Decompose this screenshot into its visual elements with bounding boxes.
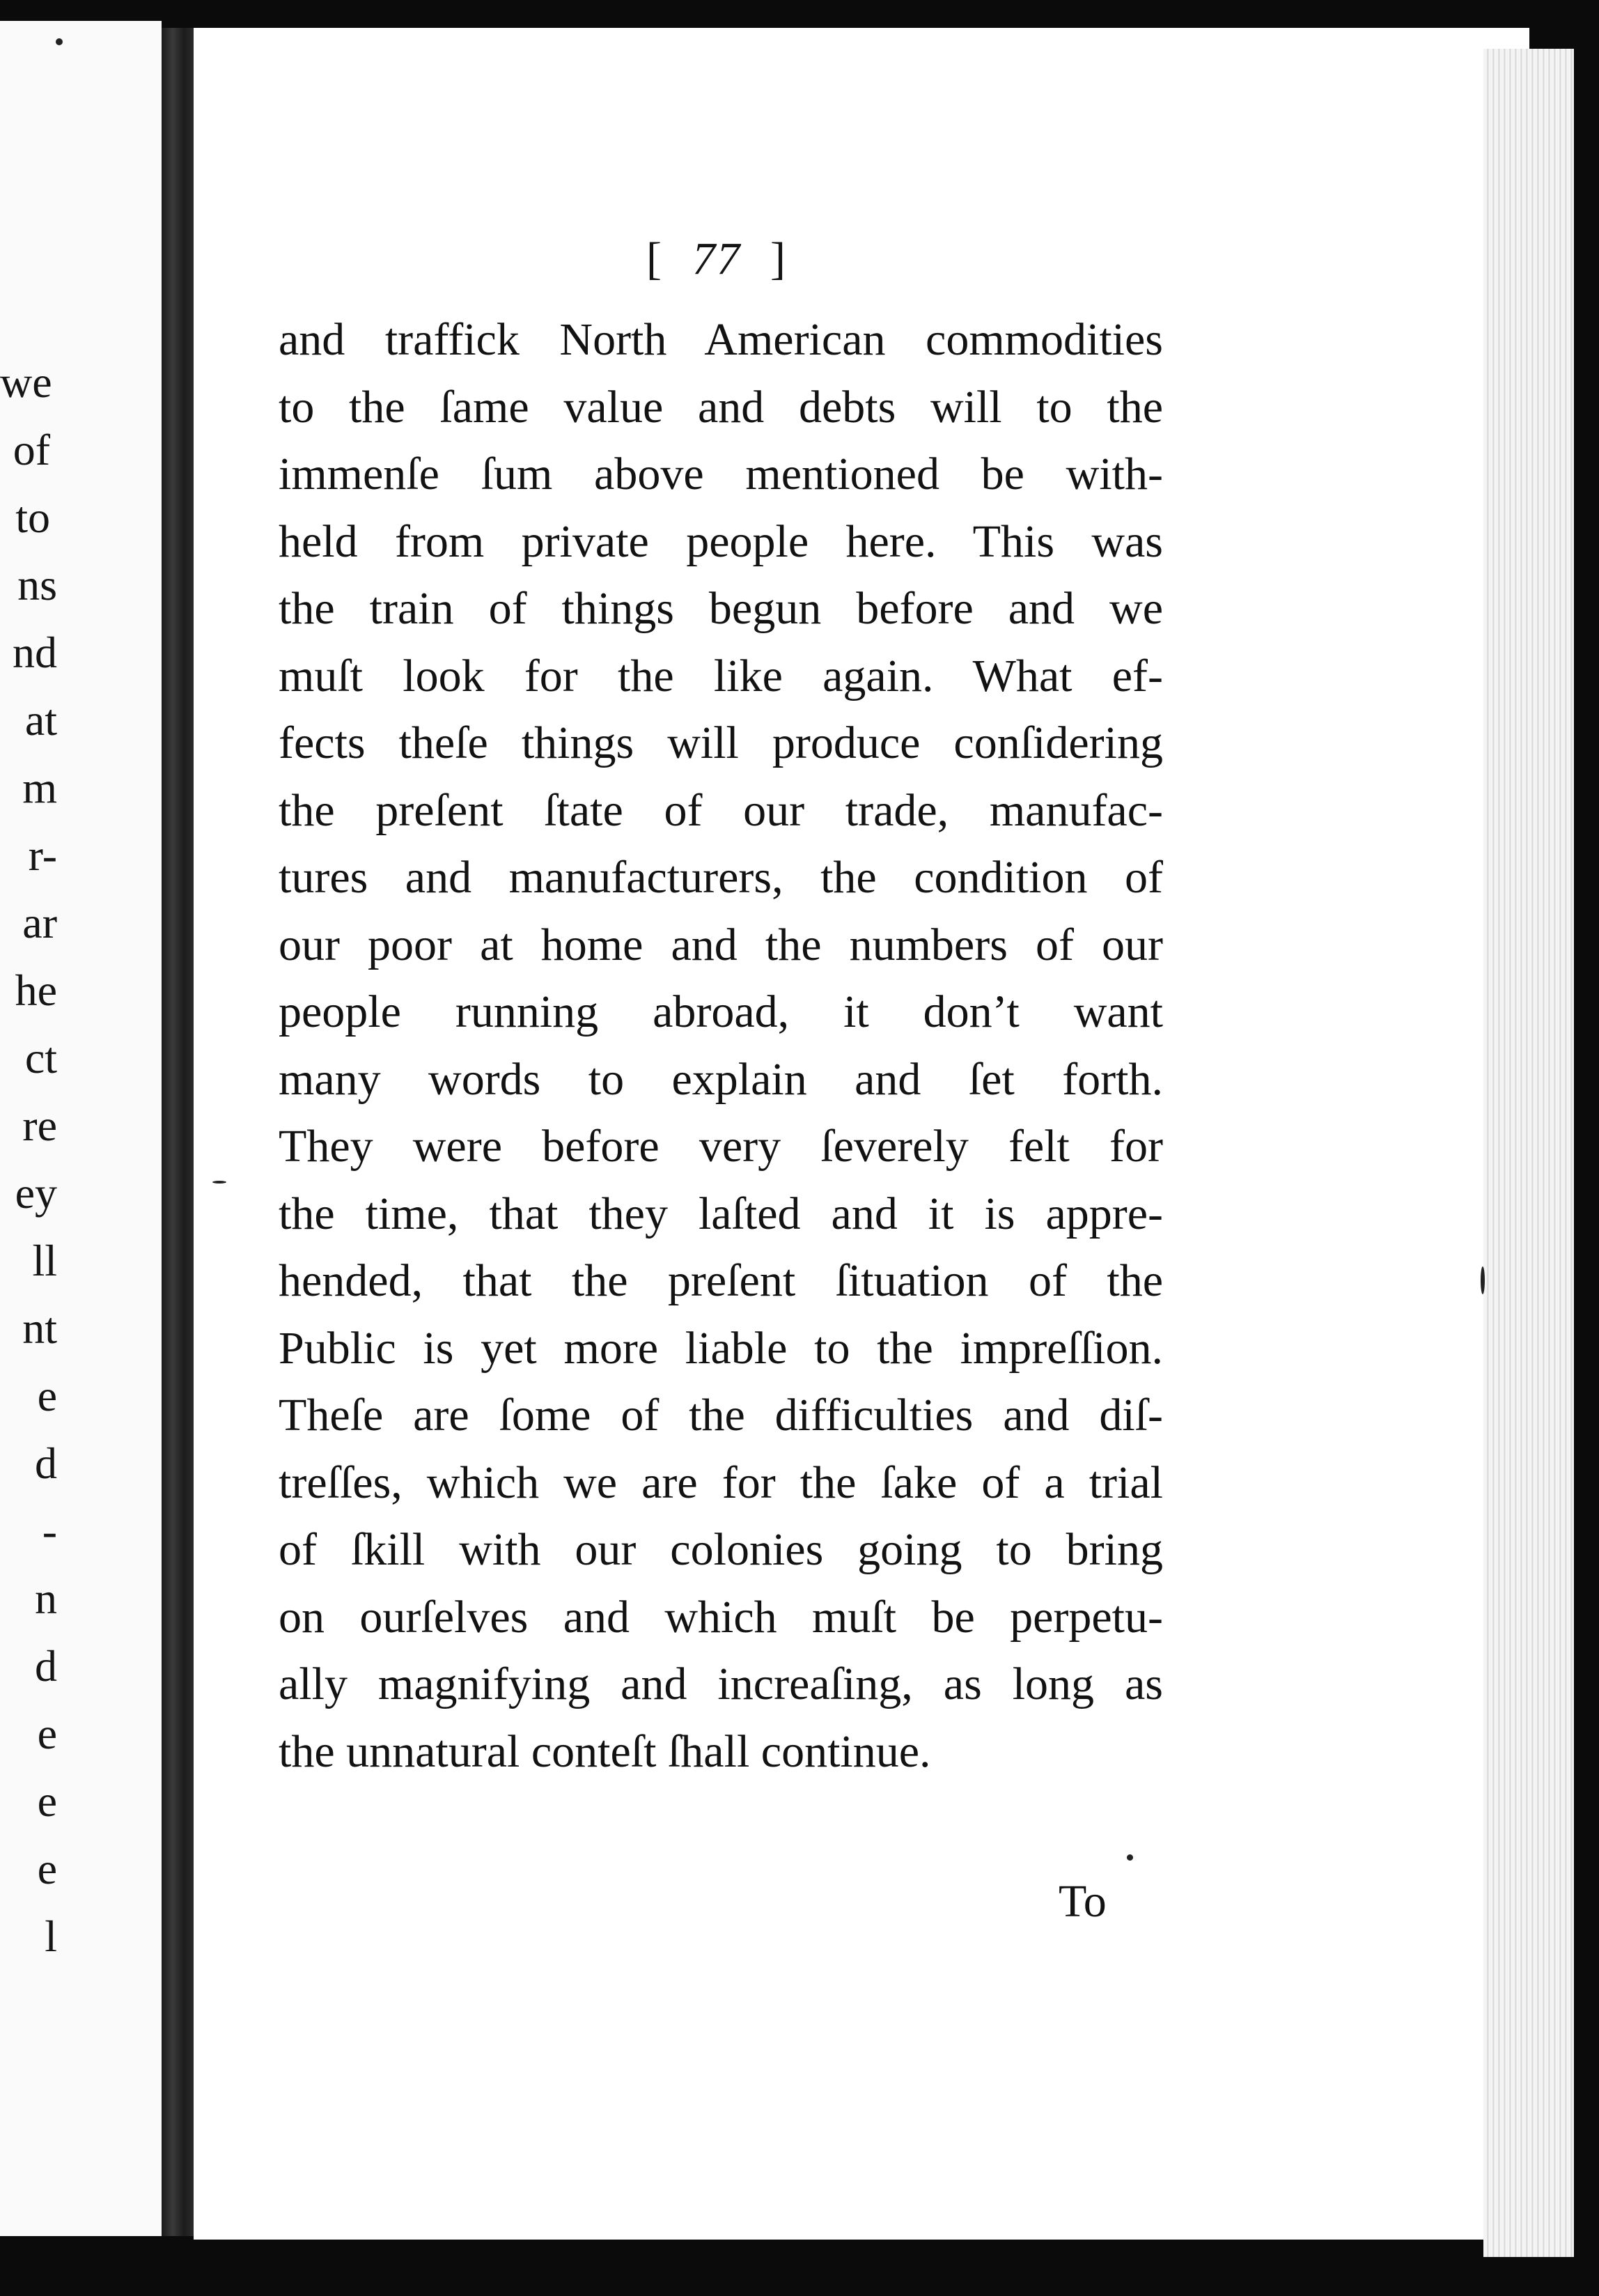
book-gutter [162, 28, 194, 2236]
facing-page-fragment: ey [15, 1168, 57, 1218]
facing-page-fragment: he [15, 965, 57, 1015]
facing-page-fragment: of [13, 425, 50, 474]
facing-page-fragment: at [24, 695, 57, 745]
text-line: immenſe ſum above mentioned be with- [279, 449, 1163, 499]
text-line: Public is yet more liable to the impreſſion. [279, 1322, 1163, 1374]
bracket-open: [ [646, 233, 663, 284]
text-line: fects theſe things will produce conſidering [279, 718, 1163, 768]
page-edges [1483, 49, 1574, 2257]
text-line: treſſes, which we are for the ſake of a trial [279, 1457, 1163, 1508]
facing-page-fragment: n [35, 1574, 57, 1623]
facing-page-fragment: e [37, 1844, 57, 1893]
page-number-value: 77 [692, 233, 741, 284]
facing-page-fragment: to [15, 492, 50, 542]
text-line: and traffick North American commodities [279, 314, 1163, 365]
text-line: Theſe are ſome of the difficulties and diſ- [279, 1390, 1163, 1441]
scan-speck [212, 1181, 226, 1184]
text-line: hended, that the preſent ſituation of the [279, 1255, 1163, 1306]
text-line: many words to explain and ſet forth. [279, 1053, 1163, 1105]
text-line: tures and manufacturers, the condition of [279, 852, 1163, 903]
text-line: held from private people here. This was [279, 515, 1163, 567]
facing-page-fragment: - [42, 1506, 57, 1556]
facing-page-fragment: we [0, 357, 52, 407]
text-line: the unnatural conteſt ſhall continue. [279, 1725, 931, 1777]
scan-speck [56, 38, 63, 45]
facing-page-fragment: ns [17, 560, 57, 610]
text-line: on ourſelves and which muſt be perpetu- [279, 1591, 1163, 1643]
scan-speck [1481, 1266, 1485, 1294]
text-line: our poor at home and the numbers of our [279, 919, 1163, 970]
text-line: people running abroad, it don’t want [279, 986, 1163, 1037]
text-line: muſt look for the like again. What ef- [279, 650, 1163, 701]
facing-page-fragment: e [37, 1776, 57, 1826]
facing-page-fragment: m [22, 763, 57, 812]
facing-page-fragment: nt [22, 1303, 57, 1353]
text-line: to the ſame value and debts will to the [279, 381, 1163, 433]
facing-page-fragment: e [37, 1371, 57, 1420]
scan-speck [1127, 1854, 1133, 1861]
facing-page-fragment: e [37, 1709, 57, 1758]
facing-page-fragment: re [22, 1101, 57, 1150]
facing-page [0, 21, 162, 2236]
text-line: of ſkill with our colonies going to bring [279, 1524, 1163, 1575]
body-text [279, 307, 1163, 1785]
facing-page-fragment: d [35, 1438, 57, 1488]
text-line: the time, that they laſted and it is appre- [279, 1188, 1163, 1239]
facing-page-fragment: ar [22, 898, 57, 947]
facing-page-fragment: nd [13, 628, 57, 677]
facing-page-fragment: l [45, 1911, 57, 1961]
text-line: the preſent ſtate of our trade, manufac- [279, 784, 1163, 836]
text-line: They were before very ſeverely felt for [279, 1121, 1163, 1172]
facing-page-fragment: ll [32, 1236, 57, 1285]
facing-page-fragment: d [35, 1641, 57, 1691]
facing-page-fragment: ct [24, 1033, 57, 1083]
facing-page-text [0, 348, 162, 1970]
text-line: the train of things begun before and we [279, 583, 1163, 634]
catchword: To [1059, 1876, 1107, 1927]
bracket-close: ] [770, 233, 787, 284]
text-line: ally magnifying and increaſing, as long as [279, 1659, 1163, 1709]
page-number [646, 233, 848, 286]
facing-page-fragment: r- [28, 830, 57, 880]
